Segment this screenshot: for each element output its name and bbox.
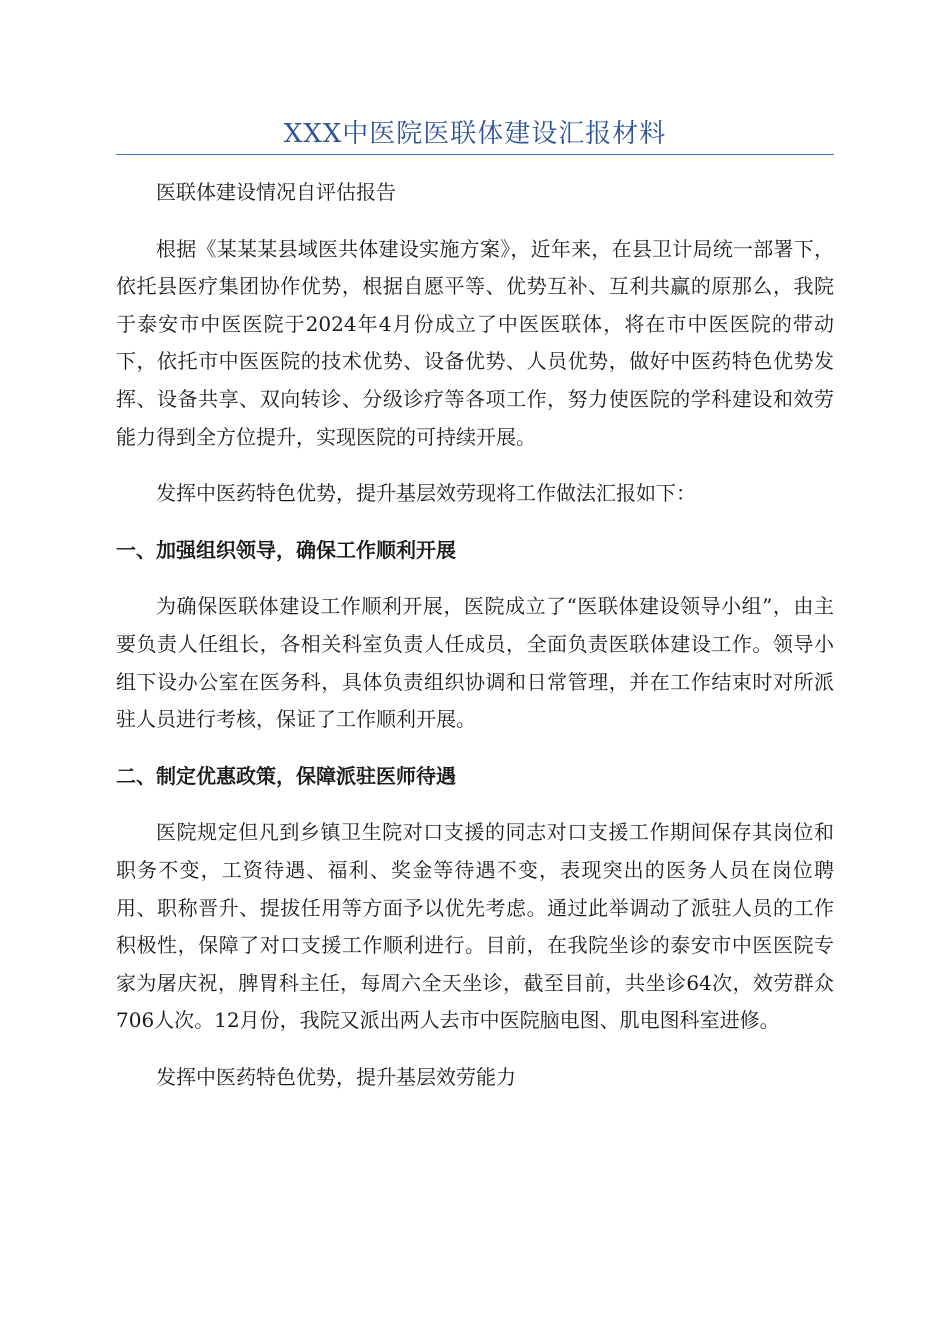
subtitle-paragraph: 医联体建设情况自评估报告 (156, 180, 396, 204)
section-1-heading: 一、加强组织领导，确保工作顺利开展 (116, 537, 456, 562)
section-2-heading: 二、制定优惠政策，保障派驻医师待遇 (116, 763, 456, 788)
document-title: XXX中医院医联体建设汇报材料 (283, 119, 667, 149)
section-1-paragraph: 为确保医联体建设工作顺利开展，医院成立了“医联体建设领导小组”，由主要负责人任组长，各相关科室负责人任成员，全面负责医联体建设工作。领导小组下设办公室在医务科，具体负责组织协调和日常管理，并在工作结束时对所派驻人员进行考核，保证了工作顺利开展。 (116, 594, 834, 732)
section-2-paragraph: 医院规定但凡到乡镇卫生院对口支援的同志对口支援工作期间保存其岗位和职务不变，工资待遇、福利、奖金等待遇不变，表现突出的医务人员在岗位聘用、职称晋升、提拔任用等方面予以优先考虑。通过此举调动了派驻人员的工作积极性，保障了对口支援工作顺利进行。目前，在我院坐诊的泰安市中医医院专家为屠庆祝，脾胃科主任，每周六全天坐诊，截至目前，共坐诊64次，效劳群众706人次。12月份，我院又派出两人去市中医院脑电图、肌电图科室进修。 (116, 820, 834, 1033)
intro-paragraph: 根据《某某某县域医共体建设实施方案》，近年来，在县卫计局统一部署下，依托县医疗集团协作优势，根据自愿平等、优势互补、互利共赢的原那么，我院于泰安市中医医院于2024年4月份成立了中医医联体，将在市中医医院的带动下，依托市中医医院的技术优势、设备优势、人员优势，做好中医药特色优势发挥、设备共享、双向转诊、分级诊疗等各项工作，努力使医院的学科建设和效劳能力得到全方位提升，实现医院的可持续开展。 (116, 236, 834, 449)
closing-paragraph: 发挥中医药特色优势，提升基层效劳能力 (156, 1064, 516, 1089)
document-body (116, 174, 834, 1096)
lead-paragraph: 发挥中医药特色优势，提升基层效劳现将工作做法汇报如下： (156, 481, 696, 506)
title-underline (116, 154, 834, 155)
